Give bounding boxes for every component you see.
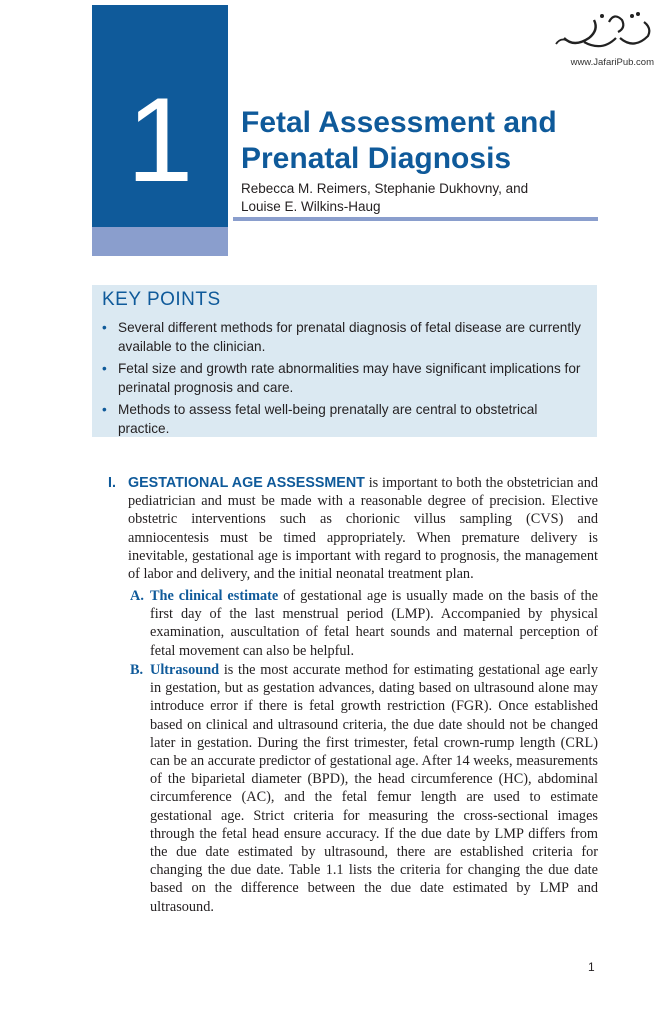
subsection-text: is the most accurate method for estimating gestational age early in gestation, but as gestation advances, dating based on ultrasound alone may introduce error if there is fetal growth restriction (FGR). Once established based on clinical and ultrasound criteria, the due date should not be changed later in gestation. During the first trimester, fetal crown-rump length (CRL) can be an accurate predictor of gestational age. After 14 weeks, measurements of the biparietal diameter (BPD), the head circumference (HC), abdominal circumference (AC), and the fetal femur length are used to estimate gestational age. Strict criteria for measuring the cross-sectional images through the fetal head ensure accuracy. If the due date by LMP differs from the due date estimated by ultrasound, there are established criteria for changing the due date. Table 1.1 lists the criteria for changing the due date based on the difference between the due date estimated by LMP and ultrasound. [150,662,598,915]
section-paragraph [108,474,598,583]
subsection-label: B. [130,662,144,678]
authors-line-2: Louise E. Wilkins-Haug [241,199,381,214]
key-point-item [102,318,592,356]
bullet-icon: • [102,320,107,335]
section-text: is important to both the obstetrician and pediatrician and must be made with a reasonable degree of precision. Elective obstetric interventions such as chorionic villus sampling (CVS) and amniocentesis must be timed appropriately. When premature delivery is inevitable, gestational age is important with regard to prognosis, the management of labor and delivery, and the initial neonatal treatment plan. [128,475,598,583]
key-point-text: Methods to assess fetal well-being prenatally are central to obstetrical practice. [118,402,538,436]
page-number: 1 [588,960,595,974]
chapter-block-accent [92,227,228,256]
publisher-logo-icon [554,8,654,54]
bullet-icon: • [102,402,107,417]
section-heading: GESTATIONAL AGE ASSESSMENT [128,475,365,491]
key-point-text: Several different methods for prenatal diagnosis of fetal disease are currently available to the clinician. [118,320,581,354]
chapter-authors [241,180,601,216]
section-number: I. [108,475,116,491]
key-points-list [102,318,592,441]
chapter-title: Fetal Assessment and Prenatal Diagnosis [241,106,557,175]
authors-line-1: Rebecca M. Reimers, Stephanie Dukhovny, and [241,181,529,196]
subsection-paragraph [130,587,598,660]
subsection-heading: The clinical estimate [150,588,279,604]
subsection-label: A. [130,588,144,604]
publisher-url: www.JafariPub.com [570,57,654,68]
key-point-text: Fetal size and growth rate abnormalities may have significant implications for perinatal prognosis and care. [118,361,581,395]
subsection-paragraph [130,661,598,916]
key-point-item [102,400,592,438]
key-point-item [102,359,592,397]
chapter-number: 1 [126,73,194,207]
title-rule [233,217,598,221]
subsection-text: of gestational age is usually made on the basis of the first day of the last menstrual period (LMP). Accompanied by physical examination, auscultation of fetal heart sounds and maternal perception of fetal movement can also be helpful. [150,588,599,659]
subsection-clinical-estimate [130,587,598,660]
publisher-logo [548,8,656,72]
section-gestational-age [108,474,598,583]
bullet-icon: • [102,361,107,376]
subsection-heading: Ultrasound [150,662,220,678]
subsection-ultrasound [130,661,598,916]
key-points-heading: KEY POINTS [102,289,221,310]
